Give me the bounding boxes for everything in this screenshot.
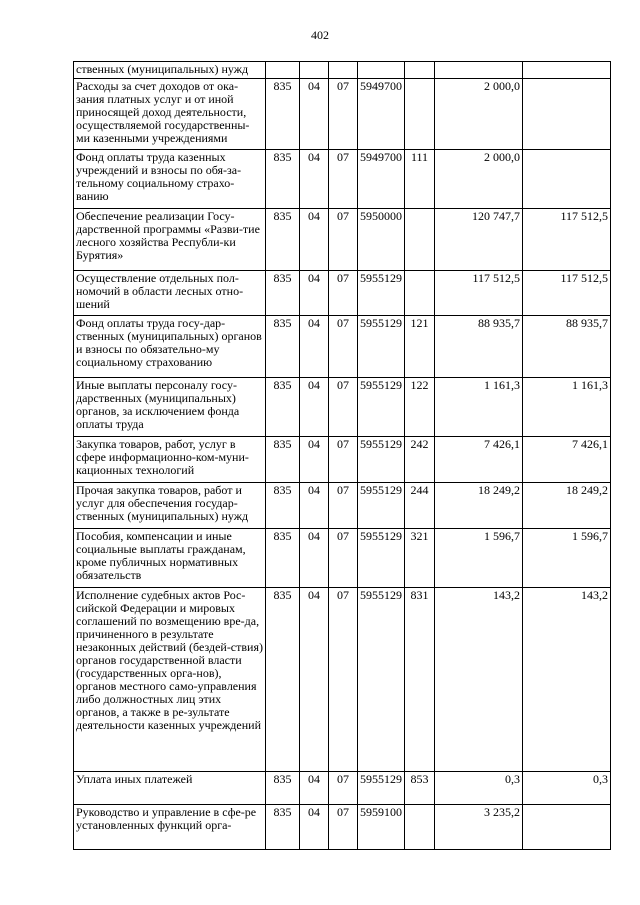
row-sum-2014-cell: 0,3 bbox=[435, 772, 523, 805]
table-row bbox=[74, 79, 611, 150]
row-rz-cell: 04 bbox=[300, 378, 329, 437]
row-sum-2015-cell bbox=[523, 79, 611, 150]
row-sum-2014-cell bbox=[435, 62, 523, 79]
row-ved-cell: 835 bbox=[266, 378, 300, 437]
table-row bbox=[74, 271, 611, 316]
row-csr-cell: 5955129 bbox=[358, 271, 405, 316]
row-csr-cell: 5955129 bbox=[358, 437, 405, 483]
row-csr-cell: 5949700 bbox=[358, 79, 405, 150]
row-csr-cell: 5949700 bbox=[358, 150, 405, 209]
table-row bbox=[74, 805, 611, 850]
row-pr-cell: 07 bbox=[329, 271, 358, 316]
row-ved-cell: 835 bbox=[266, 271, 300, 316]
row-ved-cell: 835 bbox=[266, 588, 300, 772]
row-sum-2015-cell: 7 426,1 bbox=[523, 437, 611, 483]
row-name-cell: ственных (муниципальных) нужд bbox=[74, 62, 266, 79]
row-sum-2014-cell: 1 596,7 bbox=[435, 529, 523, 588]
row-name-cell: Осуществление отдельных пол-номочий в области лесных отно-шений bbox=[74, 271, 266, 316]
page-number: 402 bbox=[311, 28, 329, 42]
table-row bbox=[74, 529, 611, 588]
table-row bbox=[74, 209, 611, 271]
row-ved-cell: 835 bbox=[266, 772, 300, 805]
row-vr-cell: 111 bbox=[405, 150, 435, 209]
row-sum-2015-cell: 0,3 bbox=[523, 772, 611, 805]
table-row bbox=[74, 588, 611, 772]
row-csr-cell: 5950000 bbox=[358, 209, 405, 271]
row-vr-cell: 242 bbox=[405, 437, 435, 483]
row-sum-2015-cell: 18 249,2 bbox=[523, 483, 611, 529]
row-sum-2014-cell: 1 161,3 bbox=[435, 378, 523, 437]
row-sum-2014-cell: 143,2 bbox=[435, 588, 523, 772]
row-csr-cell: 5959100 bbox=[358, 805, 405, 850]
row-name-cell: Уплата иных платежей bbox=[74, 772, 266, 805]
row-pr-cell: 07 bbox=[329, 79, 358, 150]
table-row bbox=[74, 150, 611, 209]
row-name-cell: Фонд оплаты труда казенных учреждений и взносы по обя-за-тельному социальному страхо-ванию bbox=[74, 150, 266, 209]
row-sum-2014-cell: 18 249,2 bbox=[435, 483, 523, 529]
row-name-cell: Расходы за счет доходов от ока-зания платных услуг и от иной приносящей доход деятельности, осуществляемой государственны-ми казенными учреждениями bbox=[74, 79, 266, 150]
row-csr-cell: 5955129 bbox=[358, 483, 405, 529]
row-pr-cell: 07 bbox=[329, 805, 358, 850]
row-vr-cell bbox=[405, 805, 435, 850]
table-row bbox=[74, 483, 611, 529]
row-sum-2014-cell: 88 935,7 bbox=[435, 316, 523, 378]
row-sum-2015-cell: 1 596,7 bbox=[523, 529, 611, 588]
row-ved-cell: 835 bbox=[266, 150, 300, 209]
row-name-cell: Прочая закупка товаров, работ и услуг для обеспечения государ-ственных (муниципальных) нужд bbox=[74, 483, 266, 529]
row-sum-2015-cell bbox=[523, 805, 611, 850]
row-ved-cell bbox=[266, 62, 300, 79]
row-csr-cell: 5955129 bbox=[358, 316, 405, 378]
row-rz-cell: 04 bbox=[300, 772, 329, 805]
row-vr-cell: 321 bbox=[405, 529, 435, 588]
row-rz-cell: 04 bbox=[300, 588, 329, 772]
row-rz-cell: 04 bbox=[300, 529, 329, 588]
row-rz-cell bbox=[300, 62, 329, 79]
row-vr-cell bbox=[405, 79, 435, 150]
row-vr-cell: 121 bbox=[405, 316, 435, 378]
row-csr-cell: 5955129 bbox=[358, 588, 405, 772]
row-pr-cell: 07 bbox=[329, 588, 358, 772]
row-ved-cell: 835 bbox=[266, 483, 300, 529]
row-vr-cell bbox=[405, 209, 435, 271]
row-pr-cell: 07 bbox=[329, 209, 358, 271]
row-sum-2014-cell: 2 000,0 bbox=[435, 79, 523, 150]
row-pr-cell: 07 bbox=[329, 483, 358, 529]
row-sum-2015-cell: 1 161,3 bbox=[523, 378, 611, 437]
row-csr-cell bbox=[358, 62, 405, 79]
table-row bbox=[74, 437, 611, 483]
table-row bbox=[74, 316, 611, 378]
row-vr-cell: 244 bbox=[405, 483, 435, 529]
row-ved-cell: 835 bbox=[266, 529, 300, 588]
row-sum-2014-cell: 7 426,1 bbox=[435, 437, 523, 483]
row-name-cell: Пособия, компенсации и иные социальные выплаты гражданам, кроме публичных нормативных обязательств bbox=[74, 529, 266, 588]
table-row bbox=[74, 62, 611, 79]
row-ved-cell: 835 bbox=[266, 209, 300, 271]
row-vr-cell bbox=[405, 62, 435, 79]
row-rz-cell: 04 bbox=[300, 805, 329, 850]
row-sum-2015-cell: 117 512,5 bbox=[523, 271, 611, 316]
table-row bbox=[74, 378, 611, 437]
row-rz-cell: 04 bbox=[300, 437, 329, 483]
row-sum-2014-cell: 2 000,0 bbox=[435, 150, 523, 209]
row-rz-cell: 04 bbox=[300, 79, 329, 150]
row-sum-2015-cell: 88 935,7 bbox=[523, 316, 611, 378]
row-rz-cell: 04 bbox=[300, 150, 329, 209]
table-row bbox=[74, 772, 611, 805]
row-pr-cell: 07 bbox=[329, 316, 358, 378]
row-ved-cell: 835 bbox=[266, 805, 300, 850]
row-sum-2014-cell: 120 747,7 bbox=[435, 209, 523, 271]
row-sum-2015-cell bbox=[523, 62, 611, 79]
row-rz-cell: 04 bbox=[300, 271, 329, 316]
row-csr-cell: 5955129 bbox=[358, 378, 405, 437]
row-pr-cell: 07 bbox=[329, 150, 358, 209]
row-pr-cell: 07 bbox=[329, 529, 358, 588]
row-ved-cell: 835 bbox=[266, 79, 300, 150]
row-pr-cell bbox=[329, 62, 358, 79]
row-vr-cell: 853 bbox=[405, 772, 435, 805]
row-rz-cell: 04 bbox=[300, 483, 329, 529]
table-body bbox=[74, 62, 611, 850]
row-pr-cell: 07 bbox=[329, 378, 358, 437]
row-rz-cell: 04 bbox=[300, 209, 329, 271]
row-vr-cell: 831 bbox=[405, 588, 435, 772]
row-pr-cell: 07 bbox=[329, 772, 358, 805]
row-name-cell: Руководство и управление в сфе-ре установленных функций орга- bbox=[74, 805, 266, 850]
row-ved-cell: 835 bbox=[266, 437, 300, 483]
row-name-cell: Закупка товаров, работ, услуг в сфере информационно-ком-муни-кационных технологий bbox=[74, 437, 266, 483]
budget-table bbox=[73, 61, 611, 850]
row-name-cell: Обеспечение реализации Госу-дарственной программы «Разви-тие лесного хозяйства Республи-ки Бурятия» bbox=[74, 209, 266, 271]
row-name-cell: Исполнение судебных актов Рос-сийской Федерации и мировых соглашений по возмещению вре-да, причиненного в результате незаконных действий (бездей-ствия) органов государственной власти (государственных орга-нов), органов местного само-управления либо должностных лиц этих органов, а также в ре-зультате деятельности казенных учреждений bbox=[74, 588, 266, 772]
row-csr-cell: 5955129 bbox=[358, 529, 405, 588]
row-sum-2015-cell: 117 512,5 bbox=[523, 209, 611, 271]
row-rz-cell: 04 bbox=[300, 316, 329, 378]
row-csr-cell: 5955129 bbox=[358, 772, 405, 805]
row-vr-cell: 122 bbox=[405, 378, 435, 437]
row-sum-2014-cell: 117 512,5 bbox=[435, 271, 523, 316]
row-ved-cell: 835 bbox=[266, 316, 300, 378]
row-vr-cell bbox=[405, 271, 435, 316]
row-pr-cell: 07 bbox=[329, 437, 358, 483]
row-name-cell: Иные выплаты персоналу госу-дарственных (муниципальных) органов, за исключением фонда оплаты труда bbox=[74, 378, 266, 437]
row-name-cell: Фонд оплаты труда госу-дар-ственных (муниципальных) органов и взносы по обязательно-му социальному страхованию bbox=[74, 316, 266, 378]
row-sum-2015-cell: 143,2 bbox=[523, 588, 611, 772]
row-sum-2014-cell: 3 235,2 bbox=[435, 805, 523, 850]
row-sum-2015-cell bbox=[523, 150, 611, 209]
